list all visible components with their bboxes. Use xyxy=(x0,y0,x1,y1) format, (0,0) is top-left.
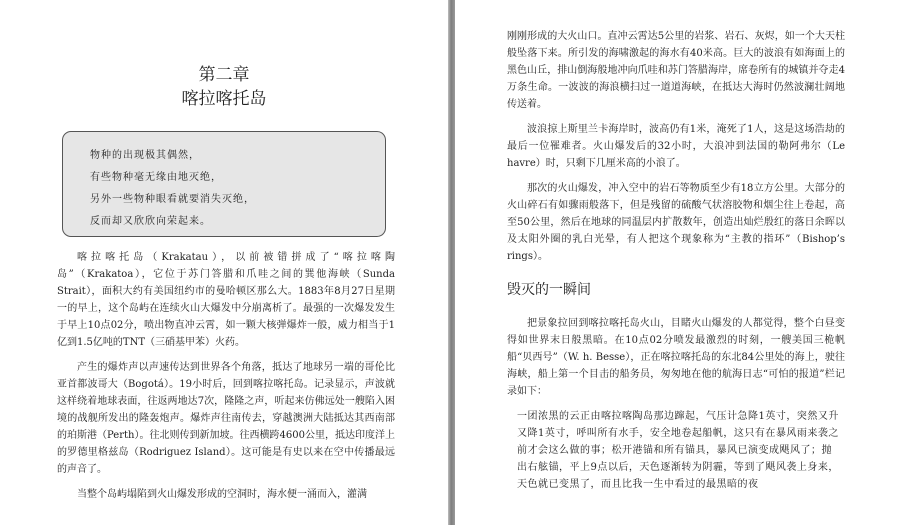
left-page[interactable] xyxy=(0,0,448,525)
paragraph: 那次的火山爆发，冲入空中的岩石等物质至少有18立方公里。大部分的火山碎石有如骤雨般落下，但是残留的硫酸气状溶胶物和烟尘往上卷起，高至50公里，然后在地球的同温层内扩散数年，创造出灿烂殷红的落日余晖以及太阳外圈的乳白光晕，有人把这个现象称为“主教的指环”（Bishop’s rings）。 xyxy=(507,183,845,262)
right-page[interactable] xyxy=(455,0,900,525)
epigraph-line: 另外一些物种眼看就要消失灭绝， xyxy=(90,194,255,205)
section-heading: 毁灭的一瞬间 xyxy=(507,282,591,298)
paragraph: 波浪掠上斯里兰卡海岸时，波高仍有1米，淹死了1人，这是这场浩劫的最后一位罹难者。火山爆发后的32小时，大浪冲到法国的勒阿弗尔（Le havre）时，只剩下几厘米高的小浪了。 xyxy=(507,124,845,169)
chapter-number: 第二章 xyxy=(198,65,250,85)
epigraph-line: 物种的出现极其偶然， xyxy=(90,150,200,161)
paragraph: 刚刚形成的大火山口。直冲云霄达5公里的岩浆、岩石、灰烬，如一个大天柱般坠落下来。所引发的海啸激起的海水有40米高。巨大的波浪有如海面上的黑色山丘，排山倒海般地冲向爪哇和苏门答腊海岸，席卷所有的城镇并夺走4万条生命。一波波的海浪横扫过一道道海峡，在抵达大海时仍然波澜壮阔地传送着。 xyxy=(507,31,845,110)
logbook-quote: 一团浓黑的云正由喀拉喀陶岛那边蹿起，气压计急降1英寸，突然又升又降1英寸，呼叫所有水手，安全地卷起船帆，这只有在暴风雨来袭之前才会这么做的事；松开港锚和所有锚具，暴风已演变成飓风了；抛出右舷锚，平上9点以后，天色逐渐转为阴霾，等到了飓风袭上身来，天色就已变黑了，而且比我一生中看过的最黑暗的夜 xyxy=(517,411,839,490)
paragraph: 把景象拉回到喀拉喀托岛火山，目睹火山爆发的人都觉得，整个白昼变得如世界末日般黑暗。在10点02分喷发最激烈的时刻，一艘美国三桅帆船“贝西号”（W. h. Besse），正在喀拉喀托岛的东北84公里处的海上，驶往海峡，船上第一个目击的船务员，匆匆地在他的航海日志“可怕的报道”栏记录如下： xyxy=(507,318,845,397)
epigraph-line: 反而却又欣欣向荣起来。 xyxy=(90,216,211,227)
paragraph: 产生的爆炸声以声速传达到世界各个角落，抵达了地球另一端的哥伦比亚首都波哥大（Bogotá）。19小时后，回到喀拉喀托岛。记录显示，声波就这样绕着地球表面，往返两地达7次，隆隆之声，听起来仿佛远处一艘陷入困境的战舰所发出的隆轰炮声。爆炸声往南传去，穿越澳洲大陆抵达其西南部的珀斯港（Perth）。往北则传到新加坡。往西横跨4600公里，抵达印度洋上的罗德里格兹岛（Rodriguez Island）。这可能是有史以来在空中传播最远的声音了。 xyxy=(57,362,395,475)
paragraph: 当整个岛屿塌陷到火山爆发形成的空洞时，海水便一涌而入，灌满 xyxy=(77,489,367,500)
left-body-text xyxy=(57,249,395,511)
epigraph-line: 有些物种毫无缘由地灭绝， xyxy=(90,172,222,183)
paragraph: 喀拉喀托岛（Krakatau），以前被错拼成了“喀拉喀陶岛”（Krakatoa），它位于苏门答腊和爪哇之间的巽他海峡（Sunda Strait），面积大约有美国纽约市的曼哈顿区那么大。1883年8月27日星期一的早上，这个岛屿在连续火山大爆发中分崩离析了。最强的一次爆发发生于早上10点02分，喷出物直冲云霄，如一颗大核弹爆炸一般，威力相当于1亿到1.5亿吨的TNT（三硝基甲苯）火药。 xyxy=(57,252,395,348)
right-body-text xyxy=(507,28,845,493)
chapter-title: 喀拉喀托岛 xyxy=(181,89,267,109)
book-gutter xyxy=(448,0,455,525)
epigraph-box xyxy=(62,131,386,237)
